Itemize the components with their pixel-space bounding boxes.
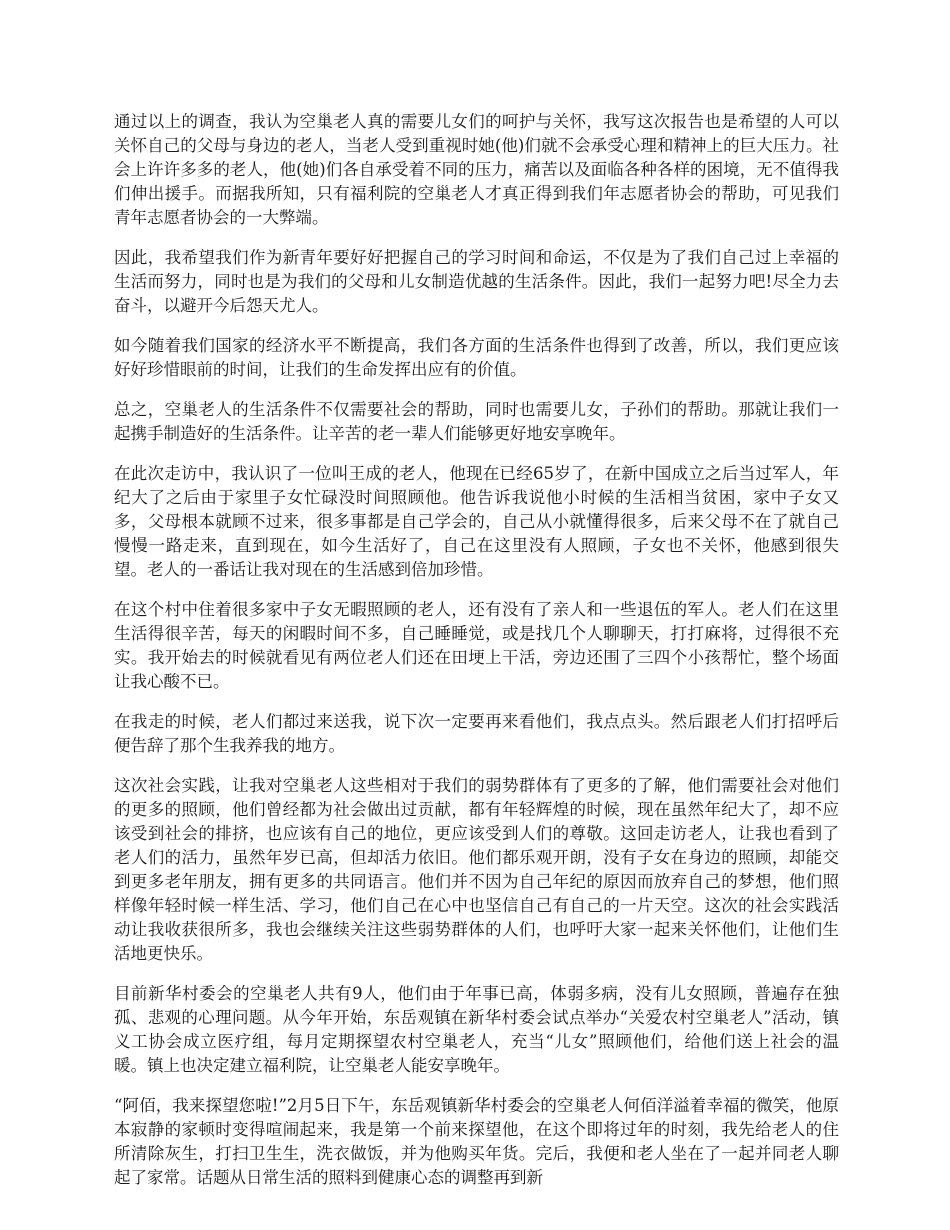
paragraph: 目前新华村委会的空巢老人共有9人，他们由于年事已高，体弱多病，没有儿女照顾，普遍存在独孤、悲观的心理问题。从今年开始，东岳观镇在新华村委会试点举办“关爱农村空巢老人”活动，镇义工协会成立医疗组，每月定期探望农村空巢老人，充当“儿女”照顾他们，给他们送上社会的温暖。镇上也决定建立福利院，让空巢老人能安享晚年。 bbox=[114, 984, 839, 1075]
paragraph: 总之，空巢老人的生活条件不仅需要社会的帮助，同时也需要儿女，子孙们的帮助。那就让我们一起携手制造好的生活条件。让辛苦的老一辈人们能够更好地安享晚年。 bbox=[114, 400, 839, 443]
paragraph: 通过以上的调查，我认为空巢老人真的需要儿女们的呵护与关怀，我写这次报告也是希望的人可以关怀自己的父母与身边的老人，当老人受到重视时她(他)们就不会承受心理和精神上的巨大压力。社会上许许多多的老人，他(她)们各自承受着不同的压力，痛苦以及面临各种各样的困境，无不值得我们伸出援手。而据我所知，只有福利院的空巢老人才真正得到我们年志愿者协会的帮助，可见我们青年志愿者协会的一大弊端。 bbox=[114, 112, 839, 227]
paragraph: 如今随着我们国家的经济水平不断提高，我们各方面的生活条件也得到了改善，所以，我们更应该好好珍惜眼前的时间，让我们的生命发挥出应有的价值。 bbox=[114, 336, 839, 379]
paragraph: “阿佰，我来探望您啦!”2月5日下午，东岳观镇新华村委会的空巢老人何佰洋溢着幸福的微笑，他原本寂静的家顿时变得喧闹起来，我是第一个前来探望他，在这个即将过年的时刻，我先给老人的住所清除灰生，打扫卫生生，洗衣做饭，并为他购买年货。完后，我便和老人坐在了一起并同老人聊起了家常。话题从日常生活的照料到健康心态的调整再到新 bbox=[114, 1096, 839, 1187]
paragraph: 在这个村中住着很多家中子女无暇照顾的老人，还有没有了亲人和一些退伍的军人。老人们在这里生活得很辛苦，每天的闲暇时间不多，自己睡睡觉，或是找几个人聊聊天，打打麻将，过得很不充实。我开始去的时候就看见有两位老人们还在田埂上干活，旁边还围了三四个小孩帮忙，整个场面让我心酸不已。 bbox=[114, 600, 839, 691]
document-body bbox=[114, 110, 839, 1206]
paragraph: 在此次走访中，我认识了一位叫王成的老人，他现在已经65岁了，在新中国成立之后当过军人，年纪大了之后由于家里子女忙碌没时间照顾他。他告诉我说他小时候的生活相当贫困，家中子女又多，父母根本就顾不过来，很多事都是自己学会的，自己从小就懂得很多，后来父母不在了就自己慢慢一路走来，直到现在，如今生活好了，自己在这里没有人照顾，子女也不关怀，他感到很失望。老人的一番话让我对现在的生活感到倍加珍惜。 bbox=[114, 464, 839, 579]
paragraph: 这次社会实践，让我对空巢老人这些相对于我们的弱势群体有了更多的了解，他们需要社会对他们的更多的照顾，他们曾经都为社会做出过贡献，都有年轻辉煌的时候，现在虽然年纪大了，却不应该受到社会的排挤，也应该有自己的地位，更应该受到人们的尊敬。这回走访老人，让我也看到了老人们的活力，虽然年岁已高，但却活力依旧。他们都乐观开朗，没有子女在身边的照顾，却能交到更多老年朋友，拥有更多的共同语言。他们并不因为自己年纪的原因而放弃自己的梦想，他们照样像年轻时候一样生活、学习，他们自己在心中也坚信自己有自己的一片天空。这次的社会实践活动让我收获很所多，我也会继续关注这些弱势群体的人们，也呼吁大家一起来关怀他们，让他们生活地更快乐。 bbox=[114, 776, 839, 963]
paragraph: 因此，我希望我们作为新青年要好好把握自己的学习时间和命运，不仅是为了我们自己过上幸福的生活而努力，同时也是为我们的父母和儿女制造优越的生活条件。因此，我们一起努力吧!尽全力去奋斗，以避开今后怨天尤人。 bbox=[114, 248, 839, 315]
paragraph: 在我走的时候，老人们都过来送我，说下次一定要再来看他们，我点点头。然后跟老人们打招呼后便告辞了那个生我养我的地方。 bbox=[114, 712, 839, 755]
